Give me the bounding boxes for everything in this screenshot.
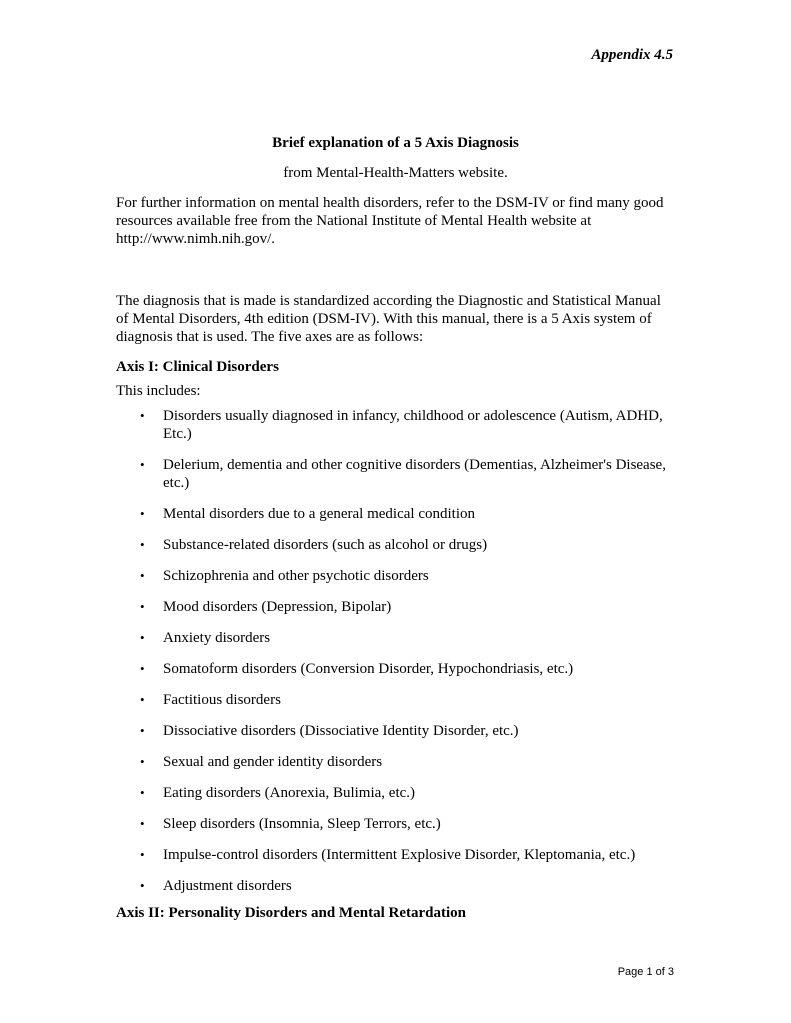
list-item: [116, 877, 676, 895]
bullet-icon: •: [140, 878, 145, 893]
list-item: [116, 784, 676, 802]
list-item-text: Sleep disorders (Insomnia, Sleep Terrors, etc.): [163, 816, 441, 832]
list-item-text: Mood disorders (Depression, Bipolar): [163, 599, 392, 615]
list-item-text: Eating disorders (Anorexia, Bulimia, etc.): [163, 785, 416, 801]
bullet-icon: •: [140, 816, 145, 831]
bullet-icon: •: [140, 599, 145, 614]
list-item-text: Factitious disorders: [163, 692, 281, 708]
list-item: [116, 456, 676, 492]
page-subtitle: from Mental-Health-Matters website.: [283, 165, 508, 181]
bullet-icon: •: [140, 785, 145, 800]
list-item: [116, 598, 676, 616]
axis1-heading: Axis I: Clinical Disorders: [116, 359, 279, 375]
list-item-text: Anxiety disorders: [163, 630, 271, 646]
list-item-text: Dissociative disorders (Dissociative Identity Disorder, etc.): [163, 723, 519, 739]
bullet-icon: •: [140, 537, 145, 552]
diagnosis-paragraph: The diagnosis that is made is standardized according the Diagnostic and Statistical Manual of Mental Disorders, 4th edition (DSM-IV). With this manual, there is a 5 Axis system of diagnosis that is used. The five axes are as follows:: [116, 293, 661, 345]
bullet-icon: •: [140, 754, 145, 769]
list-item: [116, 722, 676, 740]
list-item-text: Schizophrenia and other psychotic disorders: [163, 568, 429, 584]
list-item: [116, 846, 676, 864]
list-item: [116, 536, 676, 554]
bullet-icon: •: [140, 661, 145, 676]
bullet-icon: •: [140, 847, 145, 862]
list-item: [116, 567, 676, 585]
list-item: [116, 660, 676, 678]
list-item-text: Disorders usually diagnosed in infancy, childhood or adolescence (Autism, ADHD, Etc.): [163, 408, 663, 442]
list-item: [116, 407, 676, 443]
includes-label: This includes:: [116, 383, 201, 399]
axis2-heading: Axis II: Personality Disorders and Mental Retardation: [116, 905, 466, 921]
axis1-list: [116, 407, 676, 908]
list-item-text: Delerium, dementia and other cognitive disorders (Dementias, Alzheimer's Disease, etc.): [163, 457, 666, 491]
bullet-icon: •: [140, 506, 145, 521]
list-item-text: Sexual and gender identity disorders: [163, 754, 383, 770]
list-item: [116, 753, 676, 771]
list-item-text: Substance-related disorders (such as alcohol or drugs): [163, 537, 488, 553]
page-number: Page 1 of 3: [617, 966, 674, 978]
list-item: [116, 815, 676, 833]
bullet-icon: •: [140, 630, 145, 645]
bullet-icon: •: [140, 568, 145, 583]
list-item-text: Impulse-control disorders (Intermittent Explosive Disorder, Kleptomania, etc.): [163, 847, 636, 863]
bullet-icon: •: [140, 723, 145, 738]
list-item-text: Adjustment disorders: [163, 878, 292, 894]
list-item: [116, 629, 676, 647]
list-item-text: Mental disorders due to a general medical condition: [163, 506, 475, 522]
list-item: [116, 505, 676, 523]
bullet-icon: •: [140, 408, 145, 423]
page-title: Brief explanation of a 5 Axis Diagnosis: [272, 135, 519, 151]
bullet-icon: •: [140, 457, 145, 472]
list-item: [116, 691, 676, 709]
bullet-icon: •: [140, 692, 145, 707]
intro-paragraph: For further information on mental health disorders, refer to the DSM-IV or find many good resources available free from the National Institute of Mental Health website at http://www.nimh.nih.gov/.: [116, 195, 664, 247]
list-item-text: Somatoform disorders (Conversion Disorder, Hypochondriasis, etc.): [163, 661, 574, 677]
appendix-label: Appendix 4.5: [591, 47, 673, 63]
